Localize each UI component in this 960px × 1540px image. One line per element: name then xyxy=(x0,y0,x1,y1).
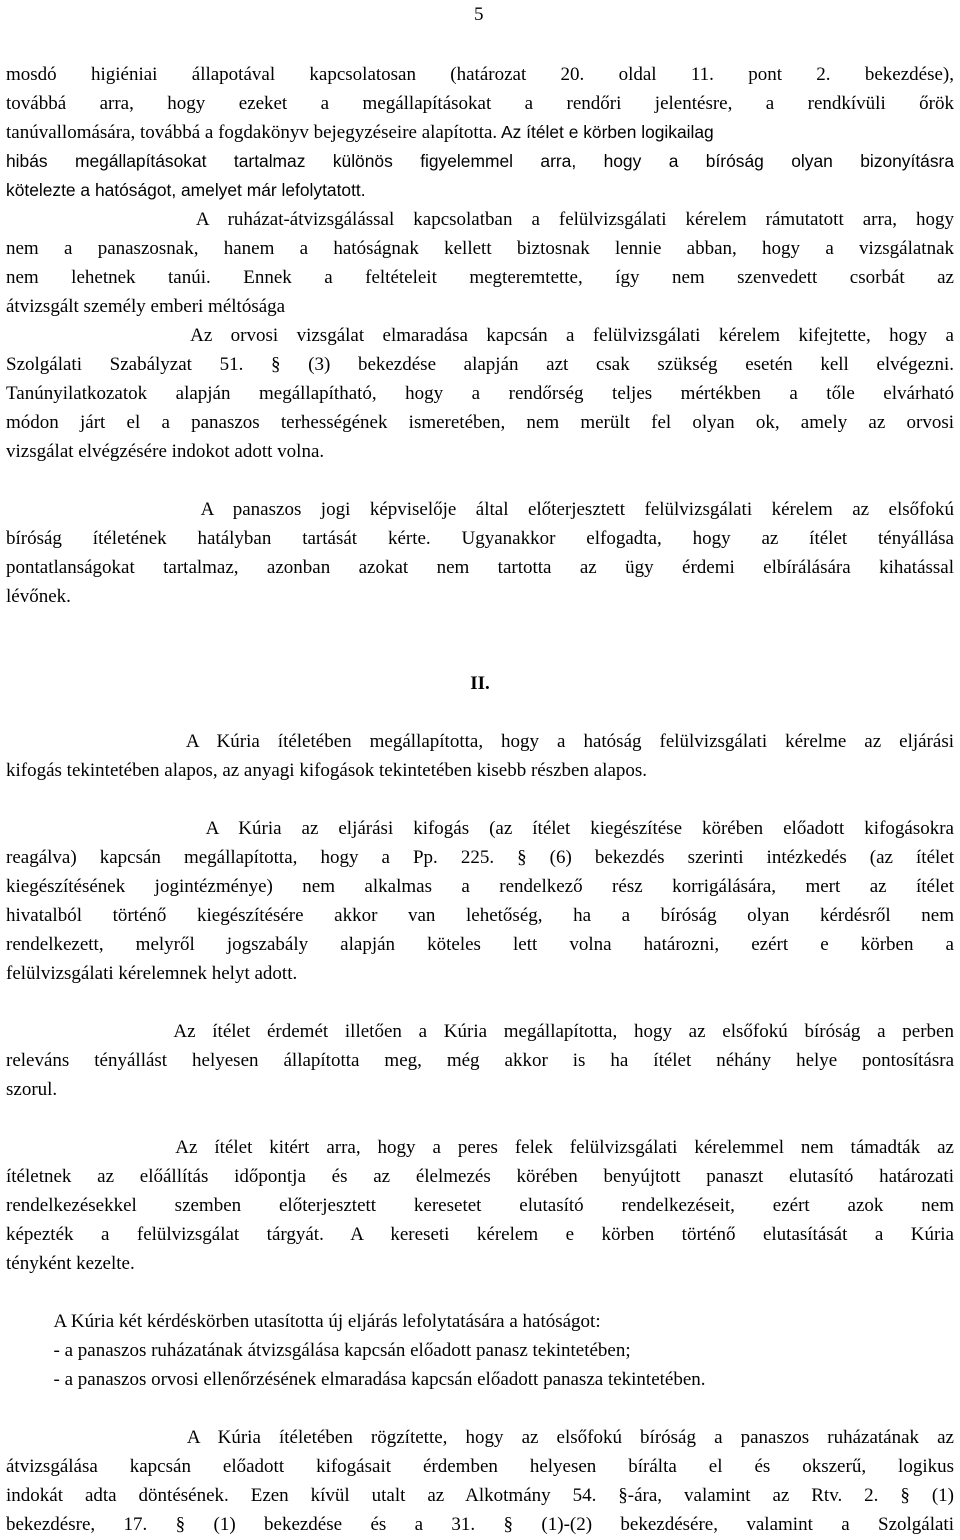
text-line: bekezdésre, 17. § (1) bekezdése és a 31. § (1)-(2) bekezdésére, valamint a Szolgálati xyxy=(6,1514,954,1535)
text-line: Tanúnyilatkozatok alapján megállapítható, hogy a rendőrség teljes mértékben a tőle elvárható xyxy=(6,383,954,404)
text-line: átvizsgálása kapcsán előadott kifogásait érdemben helyesen bírálta el és okszerű, logikus xyxy=(6,1456,954,1477)
text-line: reagálva) kapcsán megállapította, hogy a Pp. 225. § (6) bekezdés szerinti intézkedés (az ítélet xyxy=(6,847,954,868)
text-line: kiegészítésének jogintézménye) nem alkalmas a rendelkező rész korrigálására, mert az ítélet xyxy=(6,876,954,897)
text-line: nem lehetnek tanúi. Ennek a feltételeit megteremtette, így nem szenvedett csorbát az xyxy=(6,267,954,288)
text-line: Az ítélet érdemét illetően a Kúria megállapította, hogy az elsőfokú bíróság a perben xyxy=(6,1021,954,1042)
text-line: A Kúria két kérdéskörben utasította új eljárás lefolytatására a hatóságot: xyxy=(6,1311,601,1332)
text-line: kifogás tekintetében alapos, az anyagi kifogások tekintetében kisebb részben alapos. xyxy=(6,760,648,781)
text-line: mosdó higiéniai állapotával kapcsolatosan (határozat 20. oldal 11. pont 2. bekezdése), xyxy=(6,64,954,85)
text-line: releváns tényállást helyesen állapította meg, még akkor is ha ítélet néhány helye pontosításra xyxy=(6,1050,954,1071)
text-line: képezték a felülvizsgálat tárgyát. A kereseti kérelem e körben történő elutasítását a Kúria xyxy=(6,1224,954,1245)
text-line: felülvizsgálati kérelemnek helyt adott. xyxy=(6,963,298,984)
text-line: hivatalból történő kiegészítésére akkor van lehetőség, ha a bíróság olyan kérdésről nem xyxy=(6,905,954,926)
text-line: továbbá arra, hogy ezeket a megállapításokat a rendőri jelentésre, a rendkívüli őrök xyxy=(6,93,954,114)
text-line: rendelkezésekkel szemben előterjesztett keresetet elutasító rendelkezéseit, ezért azok nem xyxy=(6,1195,954,1216)
text-line: nem a panaszosnak, hanem a hatóságnak kellett biztosnak lennie abban, hogy a vizsgálatnak xyxy=(6,238,954,259)
text-line: tanúvallomására, továbbá a fogdakönyv bejegyzéseire alapította. Az ítélet e körben logikailag xyxy=(6,122,714,143)
text-line: rendelkezett, melyről jogszabály alapján köteles lett volna határozni, ezért e körben a xyxy=(6,934,954,955)
text-line: tényként kezelte. xyxy=(6,1253,135,1274)
text-line: vizsgálat elvégzésére indokot adott volna. xyxy=(6,441,325,462)
text-line: ítéletnek az előállítás időpontja és az élelmezés körében benyújtott panaszt elutasító határozati xyxy=(6,1166,954,1187)
text-line: A Kúria az eljárási kifogás (az ítélet kiegészítése körében előadott kifogásokra xyxy=(6,818,954,839)
text-line: lévőnek. xyxy=(6,586,71,607)
text-line: - a panaszos orvosi ellenőrzésének elmaradása kapcsán előadott panasza tekintetében. xyxy=(6,1369,706,1390)
text-line: Szolgálati Szabályzat 51. § (3) bekezdése alapján azt csak szükség esetén kell elvégezni. xyxy=(6,354,954,375)
section-heading: II. xyxy=(470,673,490,694)
text-line: átvizsgált személy emberi méltósága xyxy=(6,296,286,317)
text-line: A ruházat-átvizsgálással kapcsolatban a felülvizsgálati kérelem rámutatott arra, hogy xyxy=(6,209,954,230)
text-line: kötelezte a hatóságot, amelyet már lefolytatott. xyxy=(6,180,366,200)
text-line: Az orvosi vizsgálat elmaradása kapcsán a felülvizsgálati kérelem kifejtette, hogy a xyxy=(6,325,954,346)
page-number: 5 xyxy=(474,4,484,25)
text-line: A panaszos jogi képviselője által előterjesztett felülvizsgálati kérelem az elsőfokú xyxy=(6,499,954,520)
text-line: szorul. xyxy=(6,1079,58,1100)
text-line: hibás megállapításokat tartalmaz különös figyelemmel arra, hogy a bíróság olyan bizonyításra xyxy=(6,151,954,171)
text-line: módon járt el a panaszos terhességének ismeretében, nem merült fel olyan ok, amely az orvosi xyxy=(6,412,954,433)
text-line: Az ítélet kitért arra, hogy a peres felek felülvizsgálati kérelemmel nem támadták az xyxy=(6,1137,954,1158)
text-line: bíróság ítéletének hatályban tartását kérte. Ugyanakkor elfogadta, hogy az ítélet tényállása xyxy=(6,528,954,549)
text-line: A Kúria ítéletében megállapította, hogy a hatóság felülvizsgálati kérelme az eljárási xyxy=(6,731,954,752)
text-line: A Kúria ítéletében rögzítette, hogy az elsőfokú bíróság a panaszos ruházatának az xyxy=(6,1427,954,1448)
text-line: - a panaszos ruházatának átvizsgálása kapcsán előadott panasz tekintetében; xyxy=(6,1340,631,1361)
text-line: pontatlanságokat tartalmaz, azonban azokat nem tartotta az ügy érdemi elbírálására kihatással xyxy=(6,557,954,578)
text-line: indokát adta döntésének. Ezen kívül utalt az Alkotmány 54. §-ára, valamint az Rtv. 2. § (1) xyxy=(6,1485,954,1506)
